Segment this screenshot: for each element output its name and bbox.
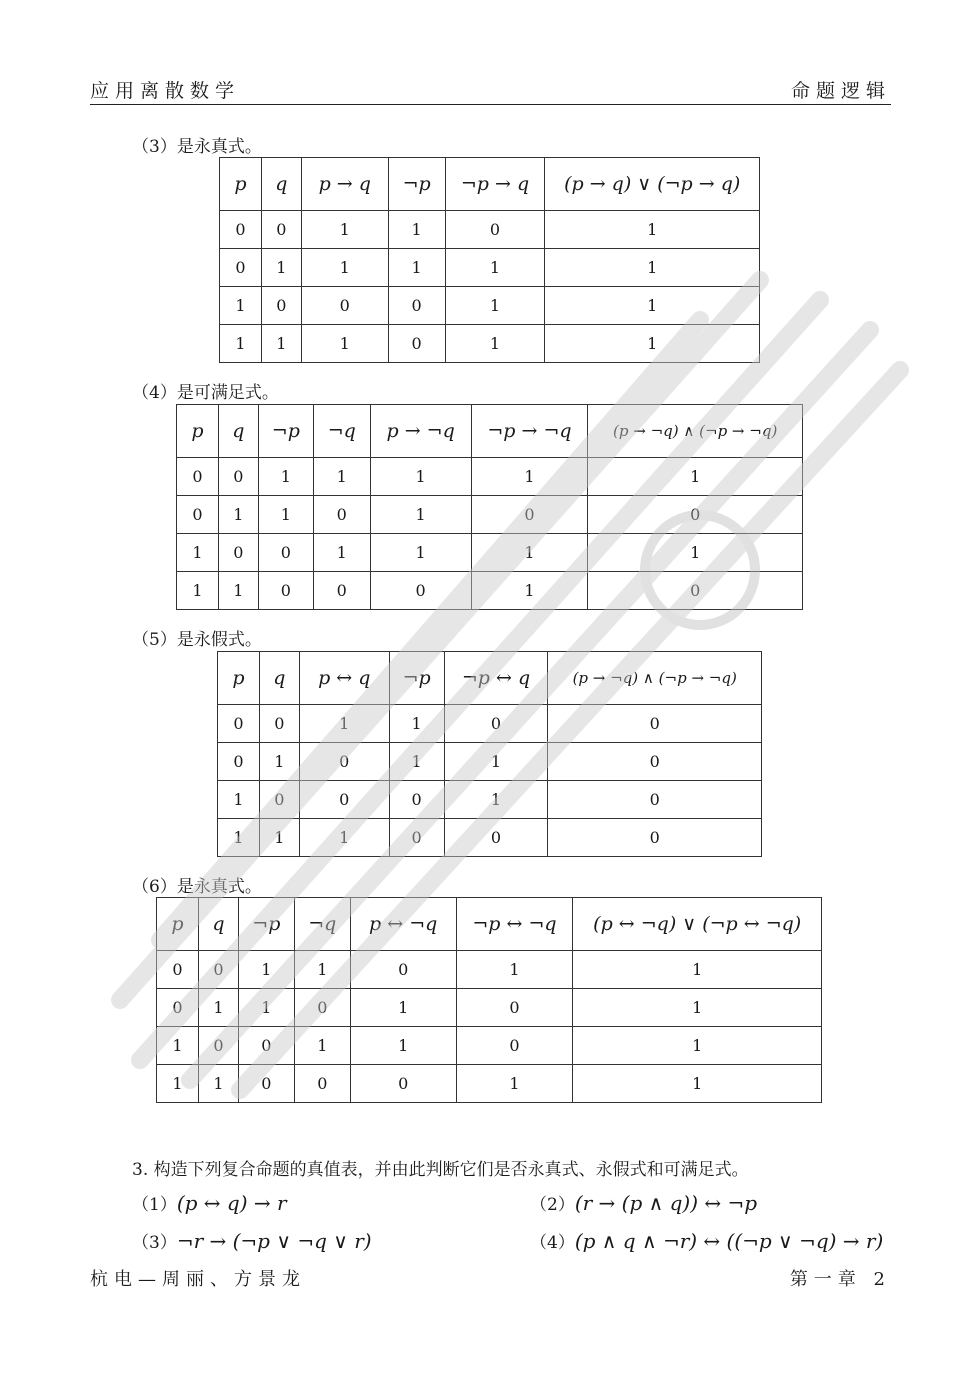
table-row xyxy=(177,458,803,496)
cell: 0 xyxy=(198,1027,238,1065)
cell: 1 xyxy=(259,743,299,781)
chapter-title: 命题逻辑 xyxy=(790,80,891,102)
cell: 0 xyxy=(198,951,238,989)
truth-table-6 xyxy=(156,897,822,1103)
cell: 1 xyxy=(456,951,573,989)
header-cell: p xyxy=(220,158,262,211)
table-row xyxy=(177,534,803,572)
cell: 1 xyxy=(370,458,471,496)
item-number: （4） xyxy=(530,1233,575,1253)
table-row xyxy=(220,211,760,249)
cell: 0 xyxy=(218,705,260,743)
table-row xyxy=(220,325,760,363)
header-cell: ¬p xyxy=(388,158,445,211)
cell: 1 xyxy=(238,951,294,989)
cell: 0 xyxy=(157,989,199,1027)
cell: 1 xyxy=(370,534,471,572)
footer-page: 第一章 2 xyxy=(789,1269,891,1290)
truth-table-3 xyxy=(219,157,760,363)
table-header-row xyxy=(218,652,762,705)
cell: 0 xyxy=(471,496,588,534)
cell: 1 xyxy=(573,1027,822,1065)
header-cell: ¬p ↔ q xyxy=(444,652,548,705)
header-cell: p xyxy=(218,652,260,705)
header-cell: ¬p ↔ ¬q xyxy=(456,898,573,951)
table-row xyxy=(157,951,822,989)
truth-table-5 xyxy=(217,651,762,857)
table-header-row xyxy=(220,158,760,211)
cell: 1 xyxy=(545,325,760,363)
header-cell: ¬q xyxy=(313,405,370,458)
cell: 1 xyxy=(299,705,389,743)
cell: 0 xyxy=(294,989,350,1027)
cell: 0 xyxy=(294,1065,350,1103)
cell: 1 xyxy=(573,989,822,1027)
cell: 0 xyxy=(258,572,313,610)
truth-table-4 xyxy=(176,404,803,610)
header-cell: ¬p → q xyxy=(445,158,545,211)
table-row xyxy=(218,743,762,781)
cell: 1 xyxy=(218,781,260,819)
table-row xyxy=(157,1065,822,1103)
cell: 0 xyxy=(350,951,456,989)
table-row xyxy=(177,496,803,534)
header-cell: q xyxy=(198,898,238,951)
header-cell: p → q xyxy=(301,158,388,211)
cell: 1 xyxy=(389,743,444,781)
table-row xyxy=(218,781,762,819)
header-cell: q xyxy=(218,405,258,458)
cell: 0 xyxy=(299,781,389,819)
header-cell: p xyxy=(157,898,199,951)
table-header-row xyxy=(177,405,803,458)
page-header xyxy=(90,74,891,105)
header-cell: (p → q) ∨ (¬p → q) xyxy=(545,158,760,211)
cell: 0 xyxy=(313,496,370,534)
section-label-5: （5）是永假式。 xyxy=(132,630,262,650)
cell: 0 xyxy=(259,781,299,819)
table-row xyxy=(157,1027,822,1065)
cell: 0 xyxy=(588,496,803,534)
cell: 1 xyxy=(444,743,548,781)
cell: 1 xyxy=(573,1065,822,1103)
header-cell: (p → ¬q) ∧ (¬p → ¬q) xyxy=(588,405,803,458)
cell: 1 xyxy=(350,989,456,1027)
cell: 1 xyxy=(220,325,262,363)
cell: 0 xyxy=(444,705,548,743)
cell: 1 xyxy=(177,534,219,572)
cell: 1 xyxy=(471,534,588,572)
cell: 1 xyxy=(588,458,803,496)
cell: 1 xyxy=(218,819,260,857)
header-cell: ¬q xyxy=(294,898,350,951)
cell: 0 xyxy=(548,705,762,743)
footer-authors: 杭电—周丽、方景龙 xyxy=(90,1269,306,1290)
cell: 0 xyxy=(177,458,219,496)
header-cell: p → ¬q xyxy=(370,405,471,458)
cell: 1 xyxy=(444,781,548,819)
cell: 1 xyxy=(261,325,301,363)
cell: 0 xyxy=(259,705,299,743)
table-row xyxy=(220,249,760,287)
cell: 1 xyxy=(313,458,370,496)
cell: 0 xyxy=(218,534,258,572)
cell: 1 xyxy=(471,572,588,610)
cell: 1 xyxy=(157,1065,199,1103)
table-row xyxy=(157,989,822,1027)
cell: 1 xyxy=(198,1065,238,1103)
table-row xyxy=(218,705,762,743)
cell: 0 xyxy=(388,287,445,325)
cell: 1 xyxy=(301,249,388,287)
cell: 0 xyxy=(313,572,370,610)
cell: 1 xyxy=(445,249,545,287)
cell: 1 xyxy=(177,572,219,610)
cell: 1 xyxy=(301,211,388,249)
item-number: （3） xyxy=(132,1233,177,1253)
cell: 0 xyxy=(548,743,762,781)
cell: 1 xyxy=(294,951,350,989)
question-item-2 xyxy=(530,1190,757,1215)
cell: 0 xyxy=(444,819,548,857)
cell: 1 xyxy=(259,819,299,857)
cell: 0 xyxy=(157,951,199,989)
cell: 1 xyxy=(389,705,444,743)
section-label-6: （6）是永真式。 xyxy=(132,877,262,897)
cell: 0 xyxy=(220,249,262,287)
cell: 1 xyxy=(388,211,445,249)
cell: 1 xyxy=(456,1065,573,1103)
cell: 1 xyxy=(545,249,760,287)
cell: 0 xyxy=(388,325,445,363)
cell: 1 xyxy=(198,989,238,1027)
question-item-1 xyxy=(132,1190,287,1215)
cell: 1 xyxy=(218,572,258,610)
question-item-4 xyxy=(530,1228,883,1253)
question-item-3 xyxy=(132,1228,372,1253)
cell: 1 xyxy=(445,287,545,325)
cell: 0 xyxy=(220,211,262,249)
cell: 1 xyxy=(588,534,803,572)
table-row xyxy=(218,819,762,857)
cell: 0 xyxy=(445,211,545,249)
cell: 1 xyxy=(294,1027,350,1065)
cell: 1 xyxy=(157,1027,199,1065)
header-cell: q xyxy=(259,652,299,705)
item-formula: (p ↔ q) → r xyxy=(176,1191,287,1215)
cell: 1 xyxy=(220,287,262,325)
item-formula: (p ∧ q ∧ ¬r) ↔ ((¬p ∨ ¬q) → r) xyxy=(574,1229,884,1253)
cell: 1 xyxy=(218,496,258,534)
cell: 1 xyxy=(545,211,760,249)
cell: 0 xyxy=(177,496,219,534)
cell: 0 xyxy=(350,1065,456,1103)
header-cell: p xyxy=(177,405,219,458)
cell: 1 xyxy=(238,989,294,1027)
cell: 0 xyxy=(258,534,313,572)
cell: 0 xyxy=(370,572,471,610)
cell: 1 xyxy=(258,496,313,534)
cell: 0 xyxy=(588,572,803,610)
table-row xyxy=(220,287,760,325)
cell: 1 xyxy=(471,458,588,496)
cell: 0 xyxy=(389,781,444,819)
cell: 0 xyxy=(238,1065,294,1103)
section-label-3: （3）是永真式。 xyxy=(132,137,262,157)
cell: 0 xyxy=(389,819,444,857)
cell: 1 xyxy=(350,1027,456,1065)
cell: 0 xyxy=(456,1027,573,1065)
cell: 0 xyxy=(299,743,389,781)
cell: 0 xyxy=(218,458,258,496)
question-text: 3. 构造下列复合命题的真值表，并由此判断它们是否永真式、永假式和可满足式。 xyxy=(132,1160,749,1180)
header-cell: (p → ¬q) ∧ (¬p → ¬q) xyxy=(548,652,762,705)
header-cell: ¬p xyxy=(238,898,294,951)
cell: 1 xyxy=(573,951,822,989)
item-number: （1） xyxy=(132,1195,177,1215)
cell: 1 xyxy=(261,249,301,287)
cell: 1 xyxy=(299,819,389,857)
item-formula: ¬r → (¬p ∨ ¬q ∨ r) xyxy=(176,1229,372,1253)
section-label-4: （4）是可满足式。 xyxy=(132,383,279,403)
header-cell: ¬p → ¬q xyxy=(471,405,588,458)
item-number: （2） xyxy=(530,1195,575,1215)
cell: 0 xyxy=(548,781,762,819)
cell: 0 xyxy=(218,743,260,781)
cell: 0 xyxy=(261,287,301,325)
cell: 0 xyxy=(456,989,573,1027)
cell: 1 xyxy=(445,325,545,363)
cell: 0 xyxy=(548,819,762,857)
cell: 1 xyxy=(313,534,370,572)
item-formula: (r → (p ∧ q)) ↔ ¬p xyxy=(574,1191,758,1215)
cell: 1 xyxy=(370,496,471,534)
cell: 1 xyxy=(258,458,313,496)
header-cell: ¬p xyxy=(389,652,444,705)
header-cell: (p ↔ ¬q) ∨ (¬p ↔ ¬q) xyxy=(573,898,822,951)
cell: 0 xyxy=(261,211,301,249)
header-cell: p ↔ q xyxy=(299,652,389,705)
header-cell: q xyxy=(261,158,301,211)
table-row xyxy=(177,572,803,610)
cell: 1 xyxy=(388,249,445,287)
cell: 0 xyxy=(238,1027,294,1065)
book-title: 应用离散数学 xyxy=(90,80,241,102)
cell: 1 xyxy=(545,287,760,325)
table-header-row xyxy=(157,898,822,951)
header-cell: p ↔ ¬q xyxy=(350,898,456,951)
header-cell: ¬p xyxy=(258,405,313,458)
cell: 0 xyxy=(301,287,388,325)
cell: 1 xyxy=(301,325,388,363)
